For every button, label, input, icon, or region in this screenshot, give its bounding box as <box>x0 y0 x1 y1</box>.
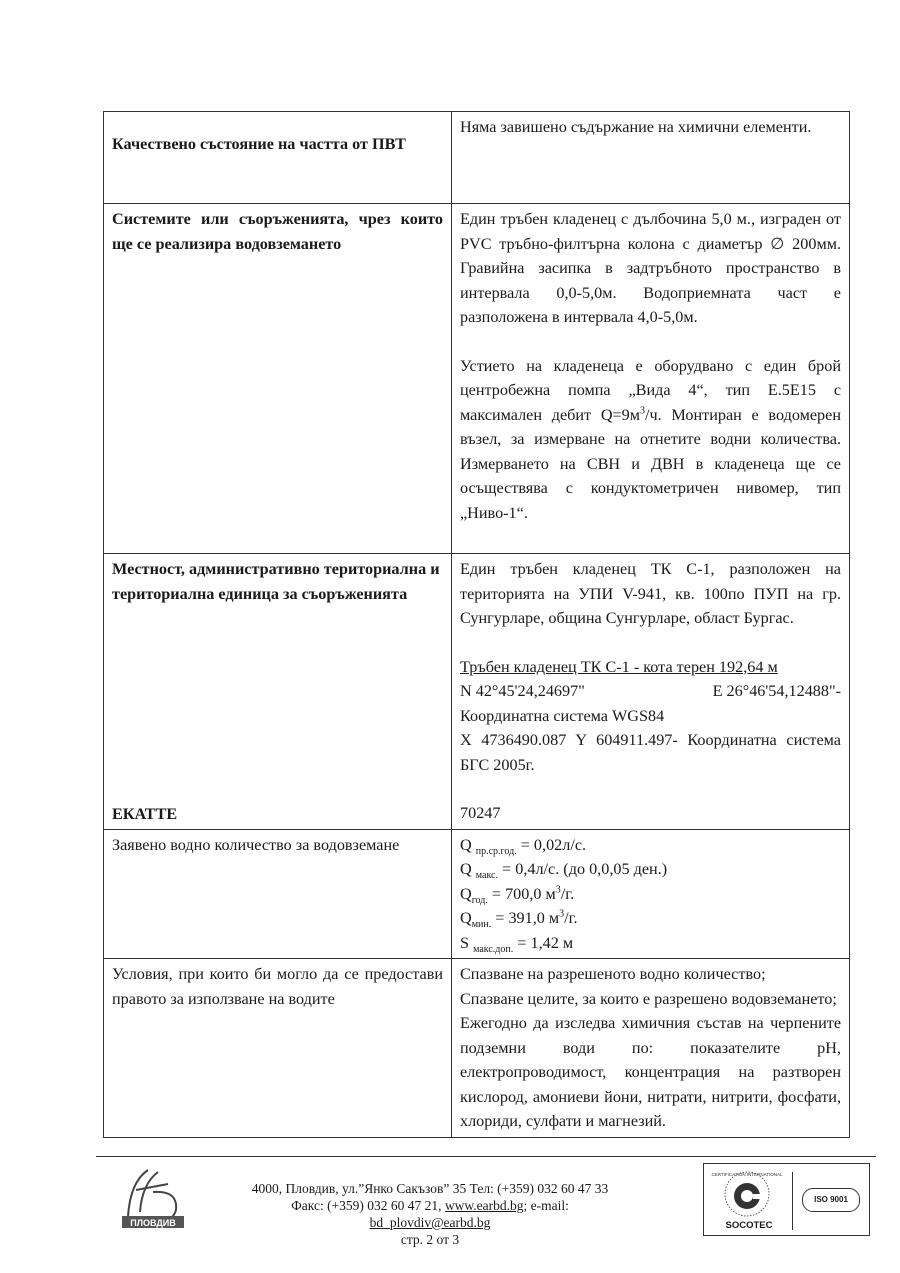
footer-address: 4000, Пловдив, ул.”Янко Сакъзов” 35 Тел: (+359) 032 60 47 33 <box>251 1181 609 1196</box>
systems-paragraph-1: Един тръбен кладенец с дълбочина 5,0 м., изграден от PVC тръбно-филтърна колона с диаметър ∅ 200мм. Гравийна засипка в задтръбното пространство в интервала 0,0-5,0м. Водоприемната част е разположена в интервала 4,0-5,0м. <box>460 210 841 326</box>
svg-text:CERTIFICATION INTERNATIONAL: CERTIFICATION INTERNATIONAL <box>711 1172 783 1177</box>
quantity-line: $Q_{год.} = 700,0$ $м^3/г$. <box>460 884 575 906</box>
location-label: Местност, административно териториална и териториална единица за съоръженията <box>112 560 440 603</box>
condition-item: Ежегодно да изследва химичния състав на черпените подземни води по: показателите pH, електропроводимост, концентрация на разтворен кислород, амониеви йони, нитрати, нитрити, фосфати, хлориди, сулфати и магнезий. <box>460 1014 841 1130</box>
quantity-line: $Q_{мин.} = 391,0$ $м^3/г$. <box>460 908 578 931</box>
footer-divider <box>96 1156 876 1157</box>
svg-text:ПЛОВДИВ: ПЛОВДИВ <box>130 1218 176 1228</box>
iso-badge: ISO 9001 <box>802 1188 860 1212</box>
table-row <box>104 829 850 959</box>
row-value-systems <box>452 204 850 554</box>
row-label-quality: Качествено състояние на частта от ПВТ <box>104 112 452 204</box>
wgs-system: Координатна система WGS84 <box>460 706 665 725</box>
row-label-location <box>104 554 452 830</box>
bgs-coordinates: X 4736490.087 Y 604911.497- Координатна система БГС 2005г. <box>460 731 841 774</box>
condition-item: Спазване на разрешеното водно количество; <box>460 965 766 983</box>
wgs-coordinates: N 42°45'24,24697" Е 26°46'54,12488"- <box>460 682 841 700</box>
row-value-quantity <box>452 829 850 959</box>
row-value-quality: Няма завишено съдържание на химични елементи. <box>452 112 850 204</box>
ekatte-label: ЕКАТТЕ <box>112 805 178 823</box>
footer-fax-line: Факс: (+359) 032 60 47 21, www.earbd.bg; e-mail: <box>291 1198 569 1213</box>
condition-item: Спазване целите, за които е разрешено водовземането; <box>460 989 837 1008</box>
table-row <box>104 959 850 1138</box>
systems-paragraph-2: Устието на кладенеца е оборудвано с един брой центробежна помпа „Вида 4“, тип Е.5Е15 с максимален дебит $Q=9м^3/ч$. Монтиран е водомерен възел, за измерване на отнетите водни количества. Измерването на СВН и ДВН в кладенеца ще се осъществява с кондуктометричен нивомер, тип „Ниво-1“. <box>460 356 841 522</box>
table-row <box>104 554 850 830</box>
permit-details-table <box>103 111 850 1138</box>
table-row <box>104 204 850 554</box>
page-number: стр. 2 от 3 <box>400 1232 460 1247</box>
row-value-location <box>452 554 850 830</box>
row-label-quantity: Заявено водно количество за водовземане <box>104 829 452 959</box>
socotec-certificate <box>703 1163 870 1236</box>
table-row <box>104 112 850 204</box>
row-label-systems: Системите или съоръженията, чрез които ще се реализира водовземането <box>104 204 452 554</box>
row-label-conditions: Условия, при които би могло да се предостави правото за използване на водите <box>104 959 452 1138</box>
footer-contacts <box>190 1180 670 1247</box>
row-value-conditions <box>452 959 850 1138</box>
basin-directorate-logo <box>118 1162 188 1232</box>
website-link[interactable]: www.earbd.bg <box>444 1198 524 1213</box>
email-link[interactable]: bd_plovdiv@earbd.bg <box>369 1215 491 1230</box>
quantity-line: S $_{макс.доп.}$ = 1,42 м <box>460 933 574 955</box>
quantity-line: Q $_{макс.}$ = 0,4л/с. (до 0,0,05 ден.) <box>460 860 668 882</box>
location-paragraph-1: Един тръбен кладенец ТК С-1, разположен на територията на УПИ V-941, кв. 100по ПУП на гр. Сунгурларе, община Сунгурларе, област Бургас. <box>460 560 841 627</box>
quantity-line: Q $_{пр.ср.год.}$ = 0,02л/с. <box>460 835 587 857</box>
well-title: Тръбен кладенец ТК С-1 - кота терен 192,64 м <box>460 657 778 676</box>
ekatte-value: 70247 <box>460 804 501 822</box>
socotec-brand: SOCOTEC <box>725 1220 773 1231</box>
